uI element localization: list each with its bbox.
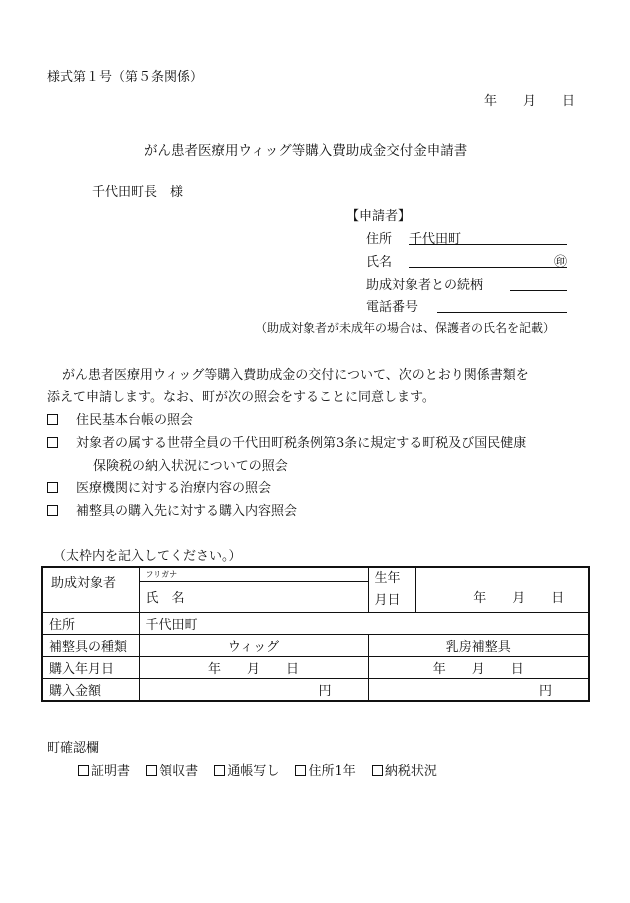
- applicant-heading: 【申請者】: [346, 209, 412, 224]
- address-field[interactable]: 千代田町: [139, 613, 589, 635]
- applicant-note: （助成対象者が未成年の場合は、保護者の氏名を記載）: [255, 321, 556, 335]
- town-check-item[interactable]: 領収書: [146, 764, 198, 779]
- subsidy-form-table: [41, 566, 590, 702]
- device-type-breast[interactable]: 乳房補整具: [368, 635, 589, 657]
- name-field[interactable]: [197, 581, 368, 612]
- furigana-field[interactable]: [197, 567, 368, 581]
- applicant-address-label: 住所: [366, 232, 393, 247]
- town-check-item[interactable]: 証明書: [78, 764, 130, 779]
- device-type-wig[interactable]: ウィッグ: [139, 635, 368, 657]
- checkbox-icon[interactable]: [295, 765, 306, 776]
- name-label: 氏 名: [139, 581, 197, 612]
- purchase-date-breast[interactable]: 年 月 日: [368, 657, 589, 679]
- applicant-phone-label: 電話番号: [366, 300, 419, 315]
- consent-item[interactable]: 対象者の属する世帯全員の千代田町税条例第3条に規定する町税及び国民健康: [47, 432, 526, 451]
- applicant-name-field[interactable]: [409, 251, 567, 268]
- town-check-list: [78, 760, 437, 779]
- seal-mark: ㊞: [553, 255, 567, 270]
- consent-item[interactable]: 補整具の購入先に対する購入内容照会: [47, 500, 297, 519]
- birth-date-field[interactable]: 年 月 日: [415, 567, 589, 613]
- document-title: がん患者医療用ウィッグ等購入費助成金交付金申請書: [144, 143, 468, 159]
- applicant-name-label: 氏名: [366, 255, 393, 270]
- town-check-item[interactable]: 納税状況: [372, 764, 437, 779]
- consent-item[interactable]: 医療機関に対する治療内容の照会: [47, 477, 271, 496]
- address-label: 住所: [42, 613, 139, 635]
- amount-wig[interactable]: 円: [139, 679, 368, 702]
- birth-label: 生年 月日: [368, 567, 415, 613]
- table-row: [42, 657, 589, 679]
- checkbox-icon[interactable]: [372, 765, 383, 776]
- furigana-label: フリガナ: [139, 567, 197, 581]
- table-row: [42, 567, 589, 581]
- device-type-label: 補整具の種類: [42, 635, 139, 657]
- applicant-relation-label: 助成対象者との続柄: [366, 278, 484, 293]
- subject-label: 助成対象者: [42, 567, 139, 613]
- table-note: （太枠内を記入してください。）: [53, 549, 242, 564]
- date-line: 年 月 日: [484, 94, 576, 109]
- town-check-item[interactable]: 住所1年: [295, 764, 355, 779]
- amount-label: 購入金額: [42, 679, 139, 702]
- table-row: [42, 613, 589, 635]
- checkbox-icon[interactable]: [47, 437, 58, 448]
- body-text-line1: がん患者医療用ウィッグ等購入費助成金の交付について、次のとおり関係書類を: [62, 368, 529, 383]
- form-number: 様式第１号（第５条関係）: [47, 70, 204, 85]
- applicant-address-value: 千代田町: [409, 232, 462, 247]
- checkbox-icon[interactable]: [47, 482, 58, 493]
- checkbox-icon[interactable]: [47, 505, 58, 516]
- body-text-line2: 添えて申請します。なお、町が次の照会をすることに同意します。: [47, 390, 435, 405]
- town-check-item[interactable]: 通帳写し: [214, 764, 279, 779]
- amount-breast[interactable]: 円: [368, 679, 589, 702]
- checkbox-icon[interactable]: [214, 765, 225, 776]
- applicant-relation-field[interactable]: [510, 274, 567, 291]
- checkbox-icon[interactable]: [78, 765, 89, 776]
- town-check-heading: 町確認欄: [47, 741, 100, 756]
- checkbox-icon[interactable]: [146, 765, 157, 776]
- table-row: [42, 635, 589, 657]
- applicant-phone-field[interactable]: [437, 296, 567, 313]
- checkbox-icon[interactable]: [47, 414, 58, 425]
- purchase-date-label: 購入年月日: [42, 657, 139, 679]
- consent-item-continued: 保険税の納入状況についての照会: [93, 459, 288, 474]
- consent-item[interactable]: 住民基本台帳の照会: [47, 409, 193, 428]
- purchase-date-wig[interactable]: 年 月 日: [139, 657, 368, 679]
- table-row: [42, 679, 589, 702]
- addressee: 千代田町長 様: [92, 185, 184, 200]
- applicant-address-field[interactable]: [409, 228, 567, 245]
